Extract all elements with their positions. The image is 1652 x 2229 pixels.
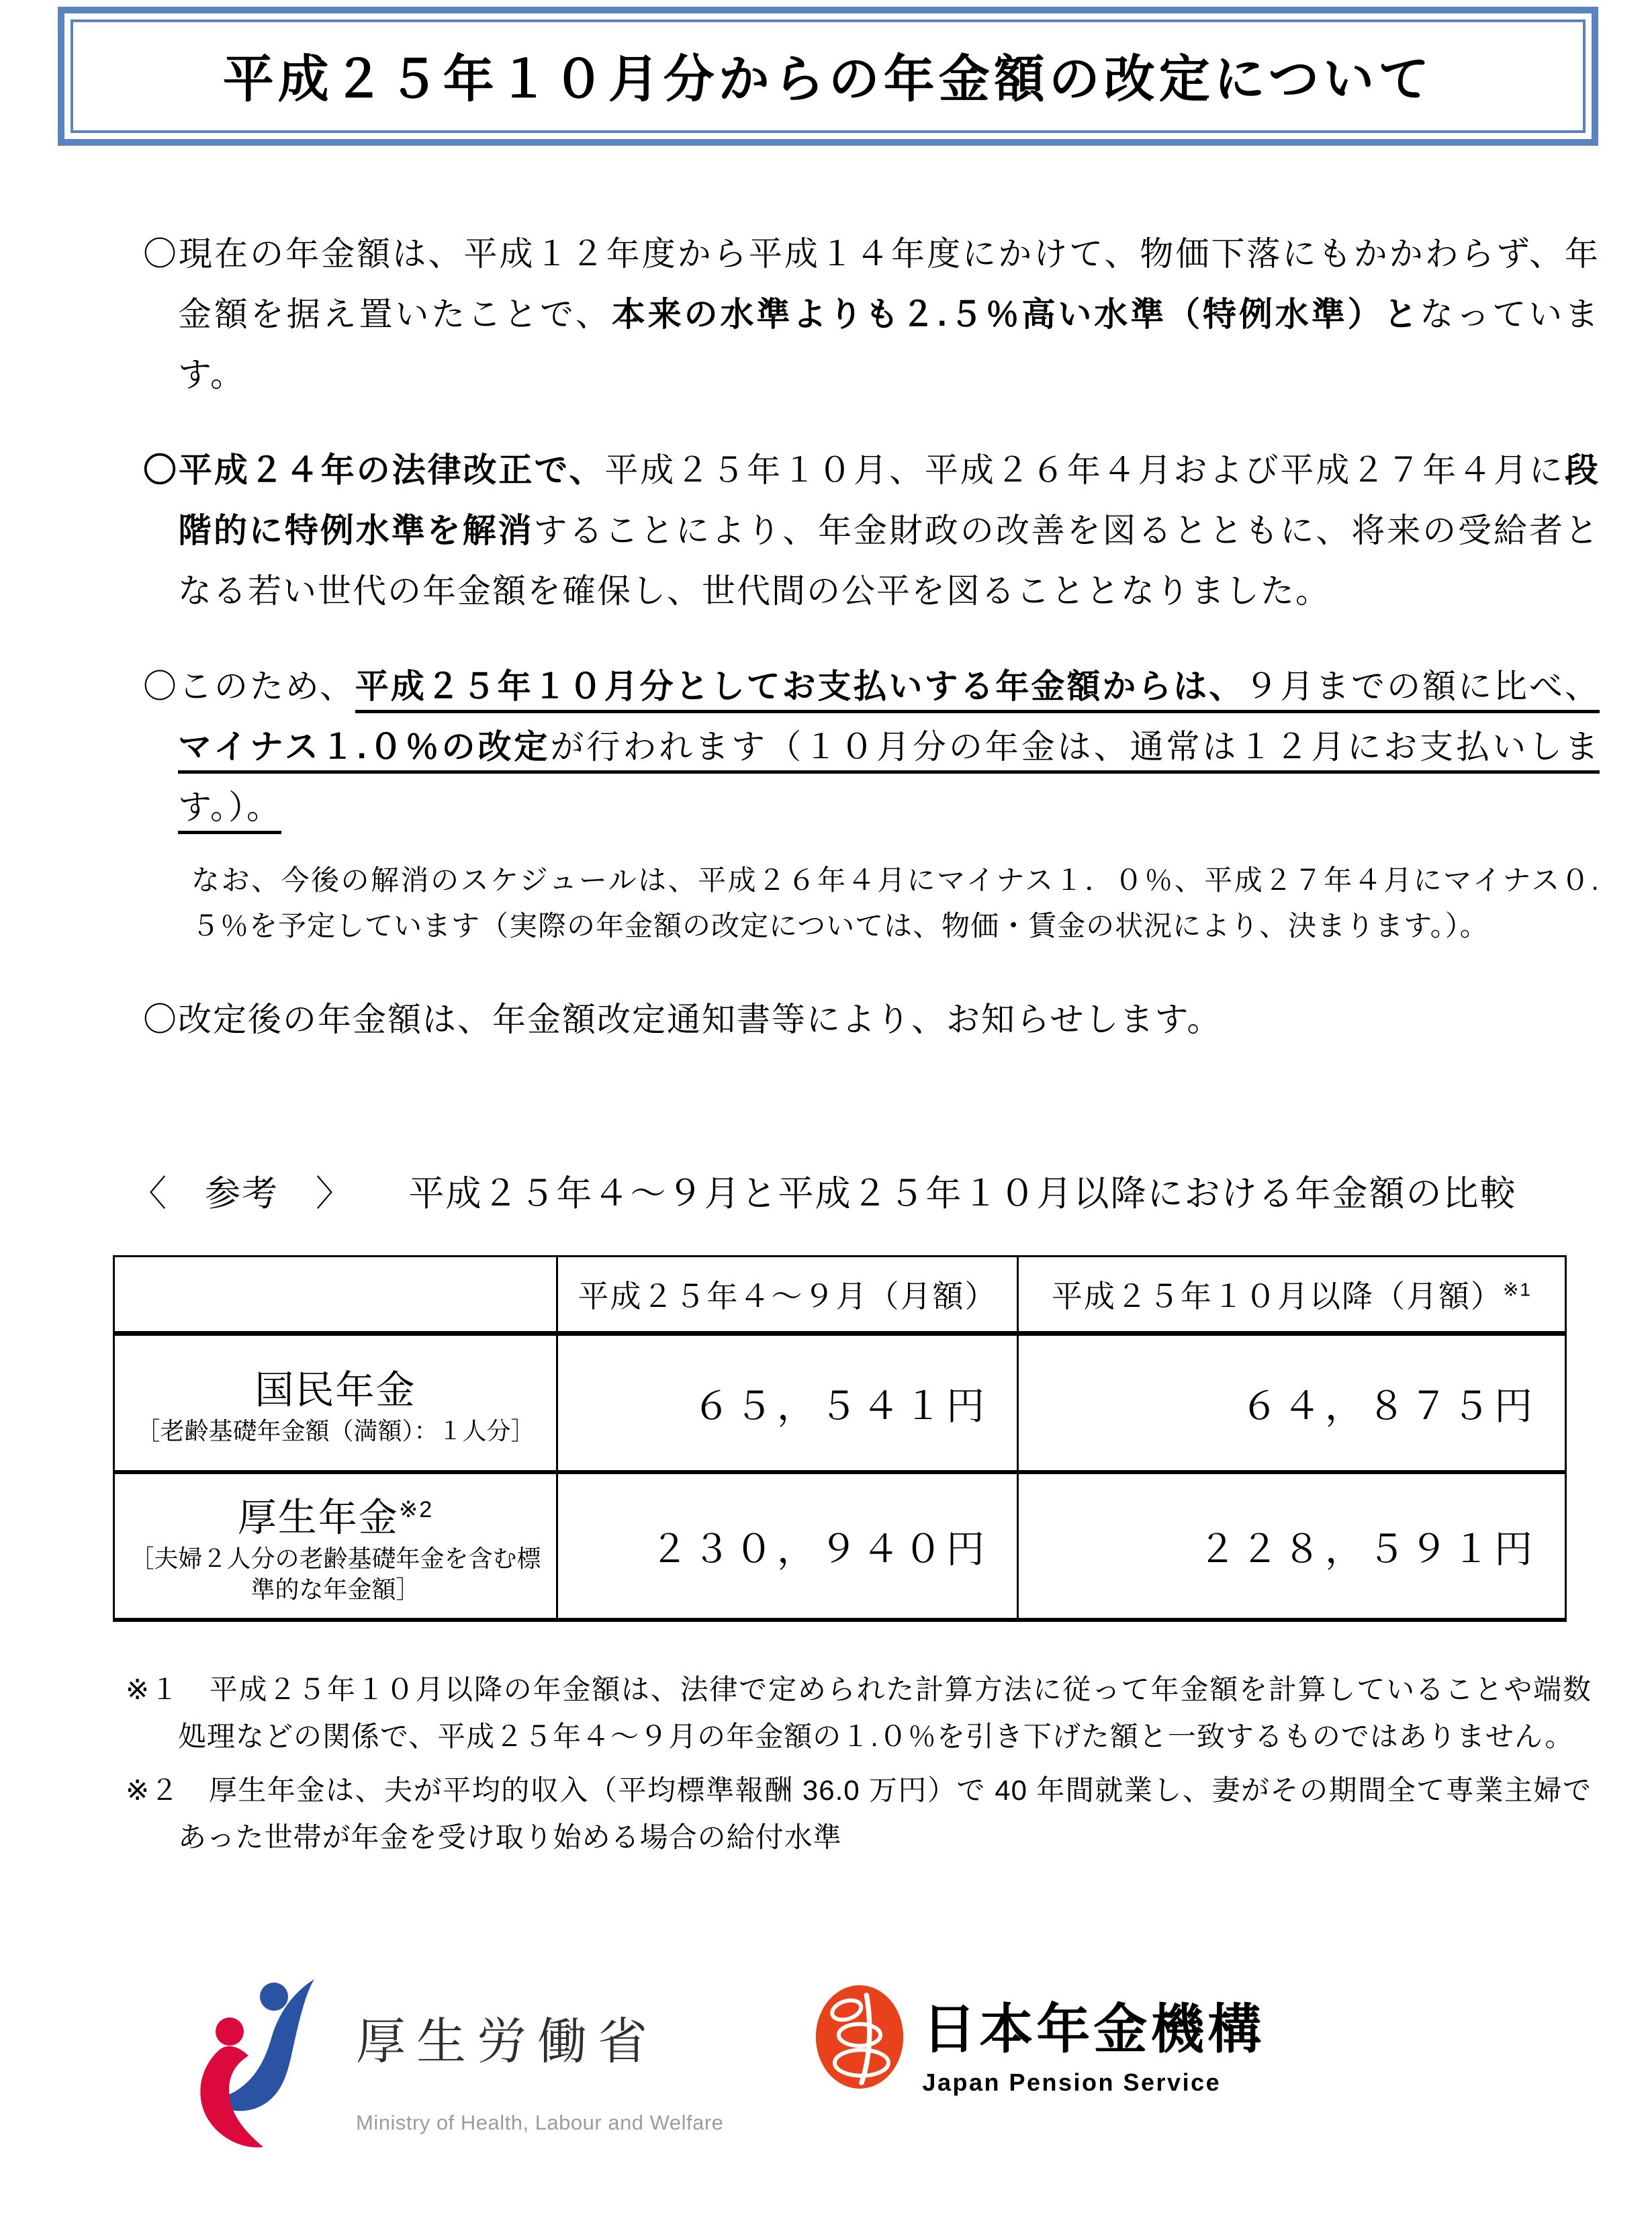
reference-heading: 〈 参考 〉 平成２５年４～９月と平成２５年１０月以降における年金額の比較 (131, 1174, 1517, 1214)
mhlw-logo (193, 1974, 723, 2154)
mhlw-logo-icon (193, 1974, 328, 2154)
value-oct-onward: ２２８，５９１円 (1018, 1472, 1566, 1620)
jps-logo-text (922, 1974, 1265, 2097)
paragraph-notification: 〇改定後の年金額は、年金額改定通知書等により、お知らせします。 (143, 1001, 1222, 1038)
header-footnote-ref: ※1 (1502, 1279, 1532, 1300)
paragraph-minus-revision: 〇このため、平成２５年１０月分としてお支払いする年金額からは、９月までの額に比べ、マイナス１.０％の改定が行われます（１０月分の年金は、通常は１２月にお支払いします。）。 (178, 656, 1600, 837)
row-subtitle: ［夫婦２人分の老齢基礎年金を含む標準的な年金額］ (130, 1545, 541, 1604)
mhlw-name: 厚生労働省 (356, 2013, 658, 2069)
header-apr-sep-cell: 平成２５年４～９月（月額） (557, 1257, 1018, 1334)
pension-comparison-table (113, 1255, 1567, 1622)
value-apr-sep: ６５，５４１円 (557, 1334, 1018, 1473)
header-oct-onward-cell: 平成２５年１０月以降（月額）$^{※1}$ (1018, 1257, 1566, 1334)
value-apr-sep: ２３０，９４０円 (557, 1472, 1018, 1620)
jps-name: 日本年金機構 (922, 1999, 1265, 2059)
title-banner (58, 7, 1598, 146)
jps-subtitle: Japan Pension Service (922, 2068, 1222, 2096)
jps-logo-icon (815, 1983, 905, 2091)
value-oct-onward: ６４，８７５円 (1018, 1334, 1566, 1473)
footnote-2: ※２ 厚生年金は、夫が平均的収入（平均標準報酬 36.0 万円）で 40 年間就業し、妻がその期間全て専業主婦であった世帯が年金を受け取り始める場合の給付水準 (126, 1774, 1592, 1853)
row-name: 厚生年金$^{※2}$ (237, 1496, 434, 1540)
row-name-cell (114, 1334, 557, 1473)
paragraph-current-pension: 〇現在の年金額は、平成１２年度から平成１４年度にかけて、物価下落にもかかわらず、年金額を据え置いたことで、本来の水準よりも２.５％高い水準（特例水準）となっています。 (143, 235, 1600, 394)
table-header-row (114, 1257, 1566, 1334)
mhlw-logo-text (356, 1974, 723, 2135)
table-row-kosei (114, 1472, 1566, 1620)
table-row-kokumin (114, 1334, 1566, 1473)
jps-logo (815, 1974, 1265, 2097)
page-title: 平成２５年１０月分からの年金額の改定について (222, 51, 1434, 108)
note-schedule: なお、今後の解消のスケジュールは、平成２６年４月にマイナス１．０％、平成２７年４月にマイナス０.５％を予定しています（実際の年金額の改定については、物価・賃金の状況により、決まります。）。 (191, 864, 1600, 942)
row-name: 国民年金 (255, 1368, 416, 1412)
logo-row (193, 1974, 1652, 2154)
header-empty-cell (114, 1257, 557, 1334)
mhlw-subtitle: Ministry of Health, Labour and Welfare (356, 2111, 724, 2134)
row-subtitle: ［老齢基礎年金額（満額）：１人分］ (136, 1417, 535, 1445)
row-name-cell (114, 1472, 557, 1620)
footnote-1: ※１ 平成２５年１０月以降の年金額は、法律で定められた計算方法に従って年金額を計算していることや端数処理などの関係で、平成２５年４～９月の年金額の１.０％を引き下げた額と一致するものではありません。 (126, 1674, 1592, 1752)
title-banner-inner (71, 19, 1586, 133)
paragraph-law-revision: 〇平成２４年の法律改正で、平成２５年１０月、平成２６年４月および平成２７年４月に段階的に特例水準を解消することにより、年金財政の改善を図るとともに、将来の受給者となる若い世代の年金額を確保し、世代間の公平を図ることとなりました。 (143, 451, 1600, 610)
